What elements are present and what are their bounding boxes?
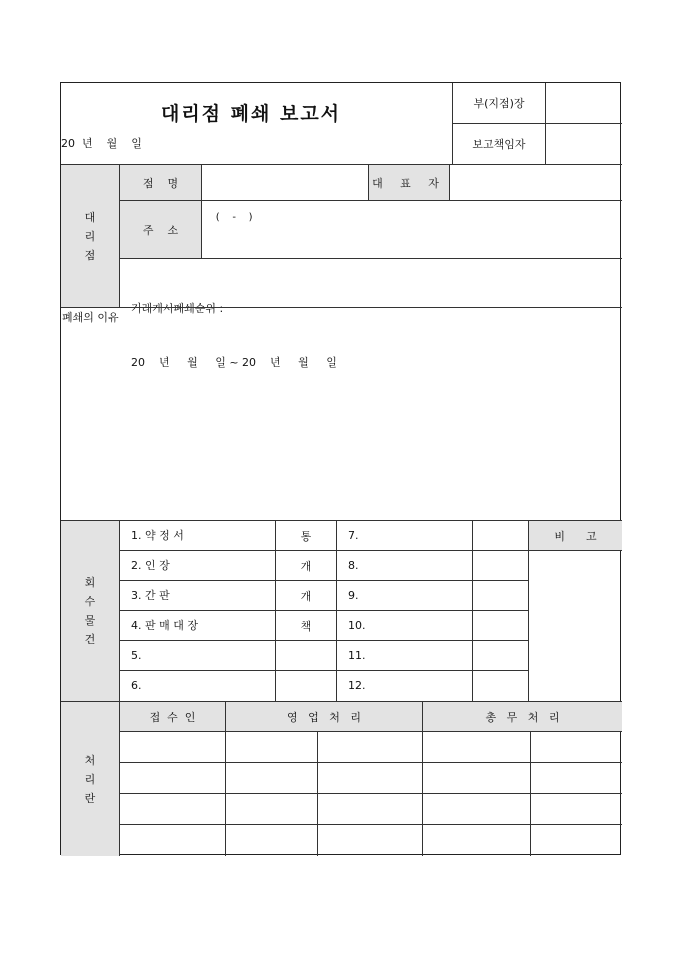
collected-side-char: 물 (84, 614, 96, 627)
agency-side-char: 리 (84, 229, 96, 243)
collected-item-name[interactable]: 6. (131, 679, 142, 692)
collected-qty-field[interactable] (473, 641, 528, 670)
address-phone-template: ( - ) (215, 212, 253, 223)
closure-report-form (60, 82, 621, 855)
receiver-header: 접 수 인 (120, 702, 225, 731)
collected-item-extra[interactable]: 9. (348, 589, 359, 602)
collected-qty-field[interactable] (473, 521, 528, 550)
collected-qty-field[interactable] (473, 611, 528, 640)
branch-manager-label: 부(지점)장 (473, 97, 525, 110)
agency-side-char: 대 (84, 210, 96, 224)
closure-reason-label: 폐쇄의 이유 (62, 311, 119, 324)
collected-qty-field[interactable] (473, 581, 528, 610)
report-officer-label: 보고책임자 (472, 138, 526, 151)
store-name-label: 점 명 (120, 165, 201, 200)
representative-field[interactable] (450, 165, 622, 200)
collected-item-unit[interactable] (276, 641, 336, 670)
collected-item-name[interactable]: 5. (131, 649, 142, 662)
agency-side-char: 점 (84, 248, 96, 262)
address-field[interactable] (203, 201, 621, 258)
collected-item-name: 1. 약 정 서 (131, 529, 184, 542)
trade-period-label: 거래개시폐쇄순위 : (131, 302, 224, 315)
collected-item-unit: 통 (300, 529, 312, 543)
representative-label: 대 표 자 (369, 165, 449, 200)
collected-item-unit: 개 (300, 559, 312, 573)
report-officer-sign-box[interactable] (546, 124, 622, 164)
remarks-label: 비 고 (529, 521, 622, 550)
remarks-field[interactable] (529, 551, 622, 700)
collected-item-extra[interactable]: 10. (348, 619, 366, 632)
closure-reason-field[interactable] (62, 327, 620, 519)
agency-side-label (61, 165, 119, 307)
collected-item-extra[interactable]: 8. (348, 559, 359, 572)
collected-side-char: 회 (84, 576, 96, 589)
admin-processing-header: 총 무 처 리 (423, 702, 622, 731)
processing-entry-grid[interactable] (120, 732, 622, 856)
address-label: 주 소 (120, 201, 201, 258)
collected-side-char: 건 (84, 633, 96, 646)
collected-qty-field[interactable] (473, 671, 528, 700)
collected-item-extra[interactable]: 12. (348, 679, 366, 692)
processing-side-char: 란 (84, 791, 96, 805)
trade-period-value: 20 년 월 일 ~ 20 년 월 일 (131, 356, 337, 369)
collected-item-name: 3. 간 판 (131, 589, 170, 602)
collected-side-char: 수 (84, 595, 96, 608)
collected-item-unit: 개 (300, 589, 312, 603)
report-date: 20 년 월 일 (61, 137, 142, 150)
collected-item-extra[interactable]: 11. (348, 649, 366, 662)
collected-side-label (61, 521, 119, 701)
processing-side-char: 처 (84, 753, 96, 767)
divider (119, 258, 622, 259)
processing-side-label (61, 702, 119, 856)
sales-processing-header: 영 업 처 리 (226, 702, 422, 731)
form-title: 대리점 폐쇄 보고서 (160, 102, 342, 125)
collected-item-unit: 책 (300, 619, 312, 633)
collected-item-name: 4. 판 매 대 장 (131, 619, 198, 632)
collected-qty-field[interactable] (473, 551, 528, 580)
store-name-field[interactable] (202, 165, 368, 200)
collected-item-name: 2. 인 장 (131, 559, 170, 572)
collected-item-unit[interactable] (276, 671, 336, 700)
trade-period[interactable] (131, 264, 611, 369)
divider (61, 307, 622, 308)
branch-manager-sign-box[interactable] (546, 83, 622, 123)
processing-side-char: 리 (84, 772, 96, 786)
collected-item-extra[interactable]: 7. (348, 529, 359, 542)
